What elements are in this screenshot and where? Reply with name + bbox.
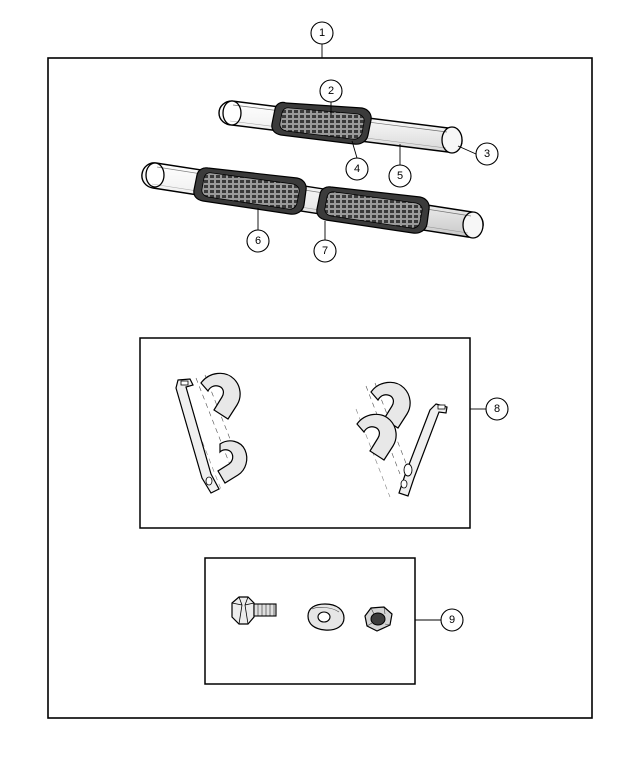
upper-board-step-pad [272,102,371,144]
lower-running-board [142,163,483,238]
callout-1-label: 1 [318,27,326,39]
lower-board-rear-pad [317,187,429,233]
hex-bolt [232,597,276,624]
callout-5 [389,165,411,187]
callout-4-label: 4 [353,163,361,175]
callout-1 [311,22,333,44]
bracket-left [176,373,247,493]
callout-6-label: 6 [254,235,262,247]
callout-4 [346,158,368,180]
callout-2 [320,80,342,102]
bracket-right [356,382,447,497]
lower-board-front-pad [194,168,306,214]
upper-running-board [219,101,462,153]
callout-9 [441,609,463,631]
callout-7-label: 7 [321,245,329,257]
callout-7 [314,240,336,262]
hex-nut [365,607,392,631]
callout-8 [486,398,508,420]
upper-board-end-cap [442,127,462,153]
callout-2-label: 2 [327,85,335,97]
lower-board-left-end [146,163,164,187]
flat-washer-plate [308,604,344,630]
callout-6 [247,230,269,252]
lower-board-right-end [463,212,483,238]
callout-8-label: 8 [493,403,501,415]
callout-3 [476,143,498,165]
callout-3-label: 3 [483,148,491,160]
callout-5-label: 5 [396,170,404,182]
callout-9-label: 9 [448,614,456,626]
